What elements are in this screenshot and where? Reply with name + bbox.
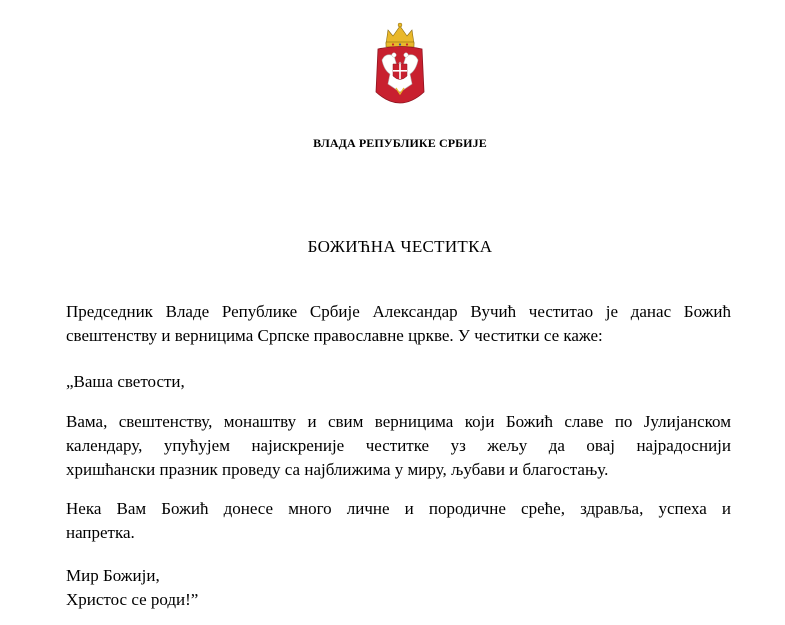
document-title: БОЖИЋНА ЧЕСТИТКА — [307, 237, 493, 256]
institution-header: ВЛАДА РЕПУБЛИКЕ СРБИЈЕ — [313, 136, 487, 150]
wishes-line-1: Нека Вам Божић донесе много личне и породичне среће, здравља, успеха и — [66, 499, 731, 518]
serbia-coat-of-arms-icon — [372, 22, 428, 114]
wishes-line-2: напретка. — [66, 523, 135, 542]
greeting-line-1: Вама, свештенству, монаштву и свим верницима који Божић славе по Јулијанском — [66, 412, 731, 431]
greeting-line-2: календару, упућујем најискреније честитке уз жељу да овај најрадоснији — [66, 436, 731, 455]
greeting-line-3: хришћански празник проведу са најближима у миру, љубави и благостању. — [66, 460, 609, 479]
salutation-text: „Ваша светости, — [66, 372, 185, 391]
closing — [66, 564, 731, 612]
intro-line-2: свештенству и верницима Српске православне цркве. У честитки се каже: — [66, 326, 603, 345]
shield-icon — [393, 64, 407, 80]
crown-icon — [386, 23, 414, 47]
wishes-paragraph — [66, 497, 731, 545]
closing-line-1: Мир Божији, — [66, 566, 160, 585]
closing-line-2: Христос се роди!” — [66, 590, 199, 609]
greeting-paragraph — [66, 410, 731, 482]
salutation — [66, 370, 731, 394]
intro-line-1: Председник Владе Републике Србије Александар Вучић честитао је данас Божић — [66, 302, 731, 321]
intro-paragraph — [66, 300, 731, 348]
